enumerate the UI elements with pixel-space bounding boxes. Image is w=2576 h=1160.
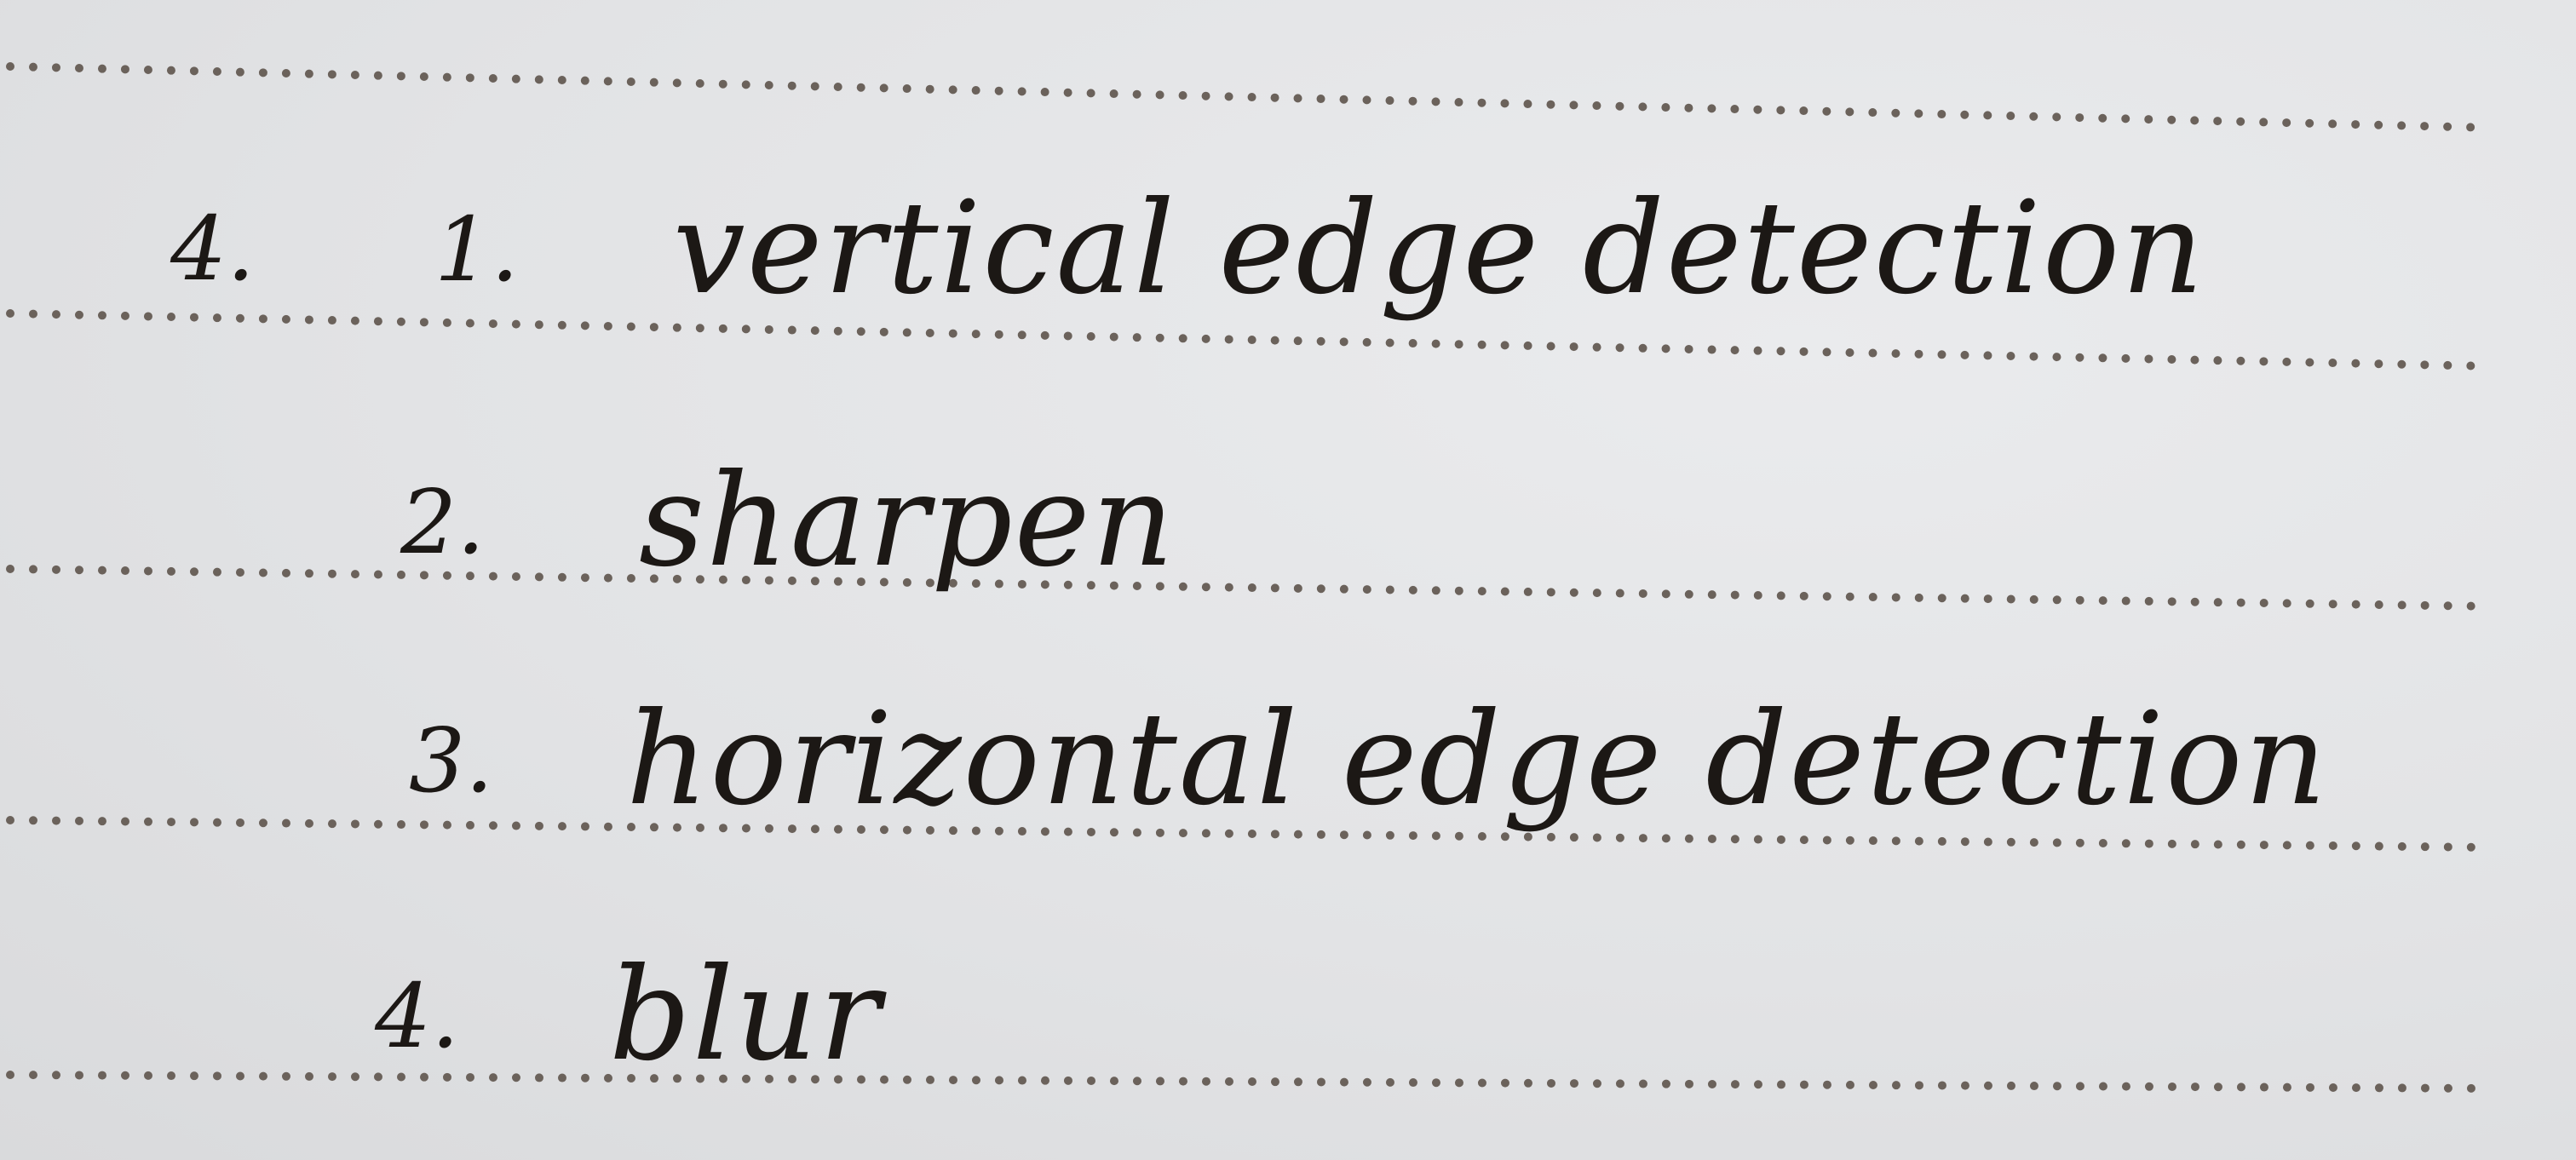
list-item-text: horizontal edge detection [626, 686, 2329, 834]
list-item [0, 149, 2576, 323]
list-item [0, 916, 2576, 1089]
list-item-text: vertical edge detection [673, 175, 2205, 323]
list-item-number: 3. [409, 709, 494, 813]
list-item-number: 1. [434, 198, 520, 301]
list-item-number: 4. [375, 964, 460, 1068]
section-number: 4. [170, 197, 256, 301]
list-item-text: blur [609, 941, 883, 1089]
dotted-rule-1 [10, 66, 2491, 128]
list-item-text: sharpen [639, 447, 1176, 595]
list-item-number: 2. [400, 470, 486, 574]
list-item [0, 422, 2576, 595]
list-item [0, 660, 2576, 834]
